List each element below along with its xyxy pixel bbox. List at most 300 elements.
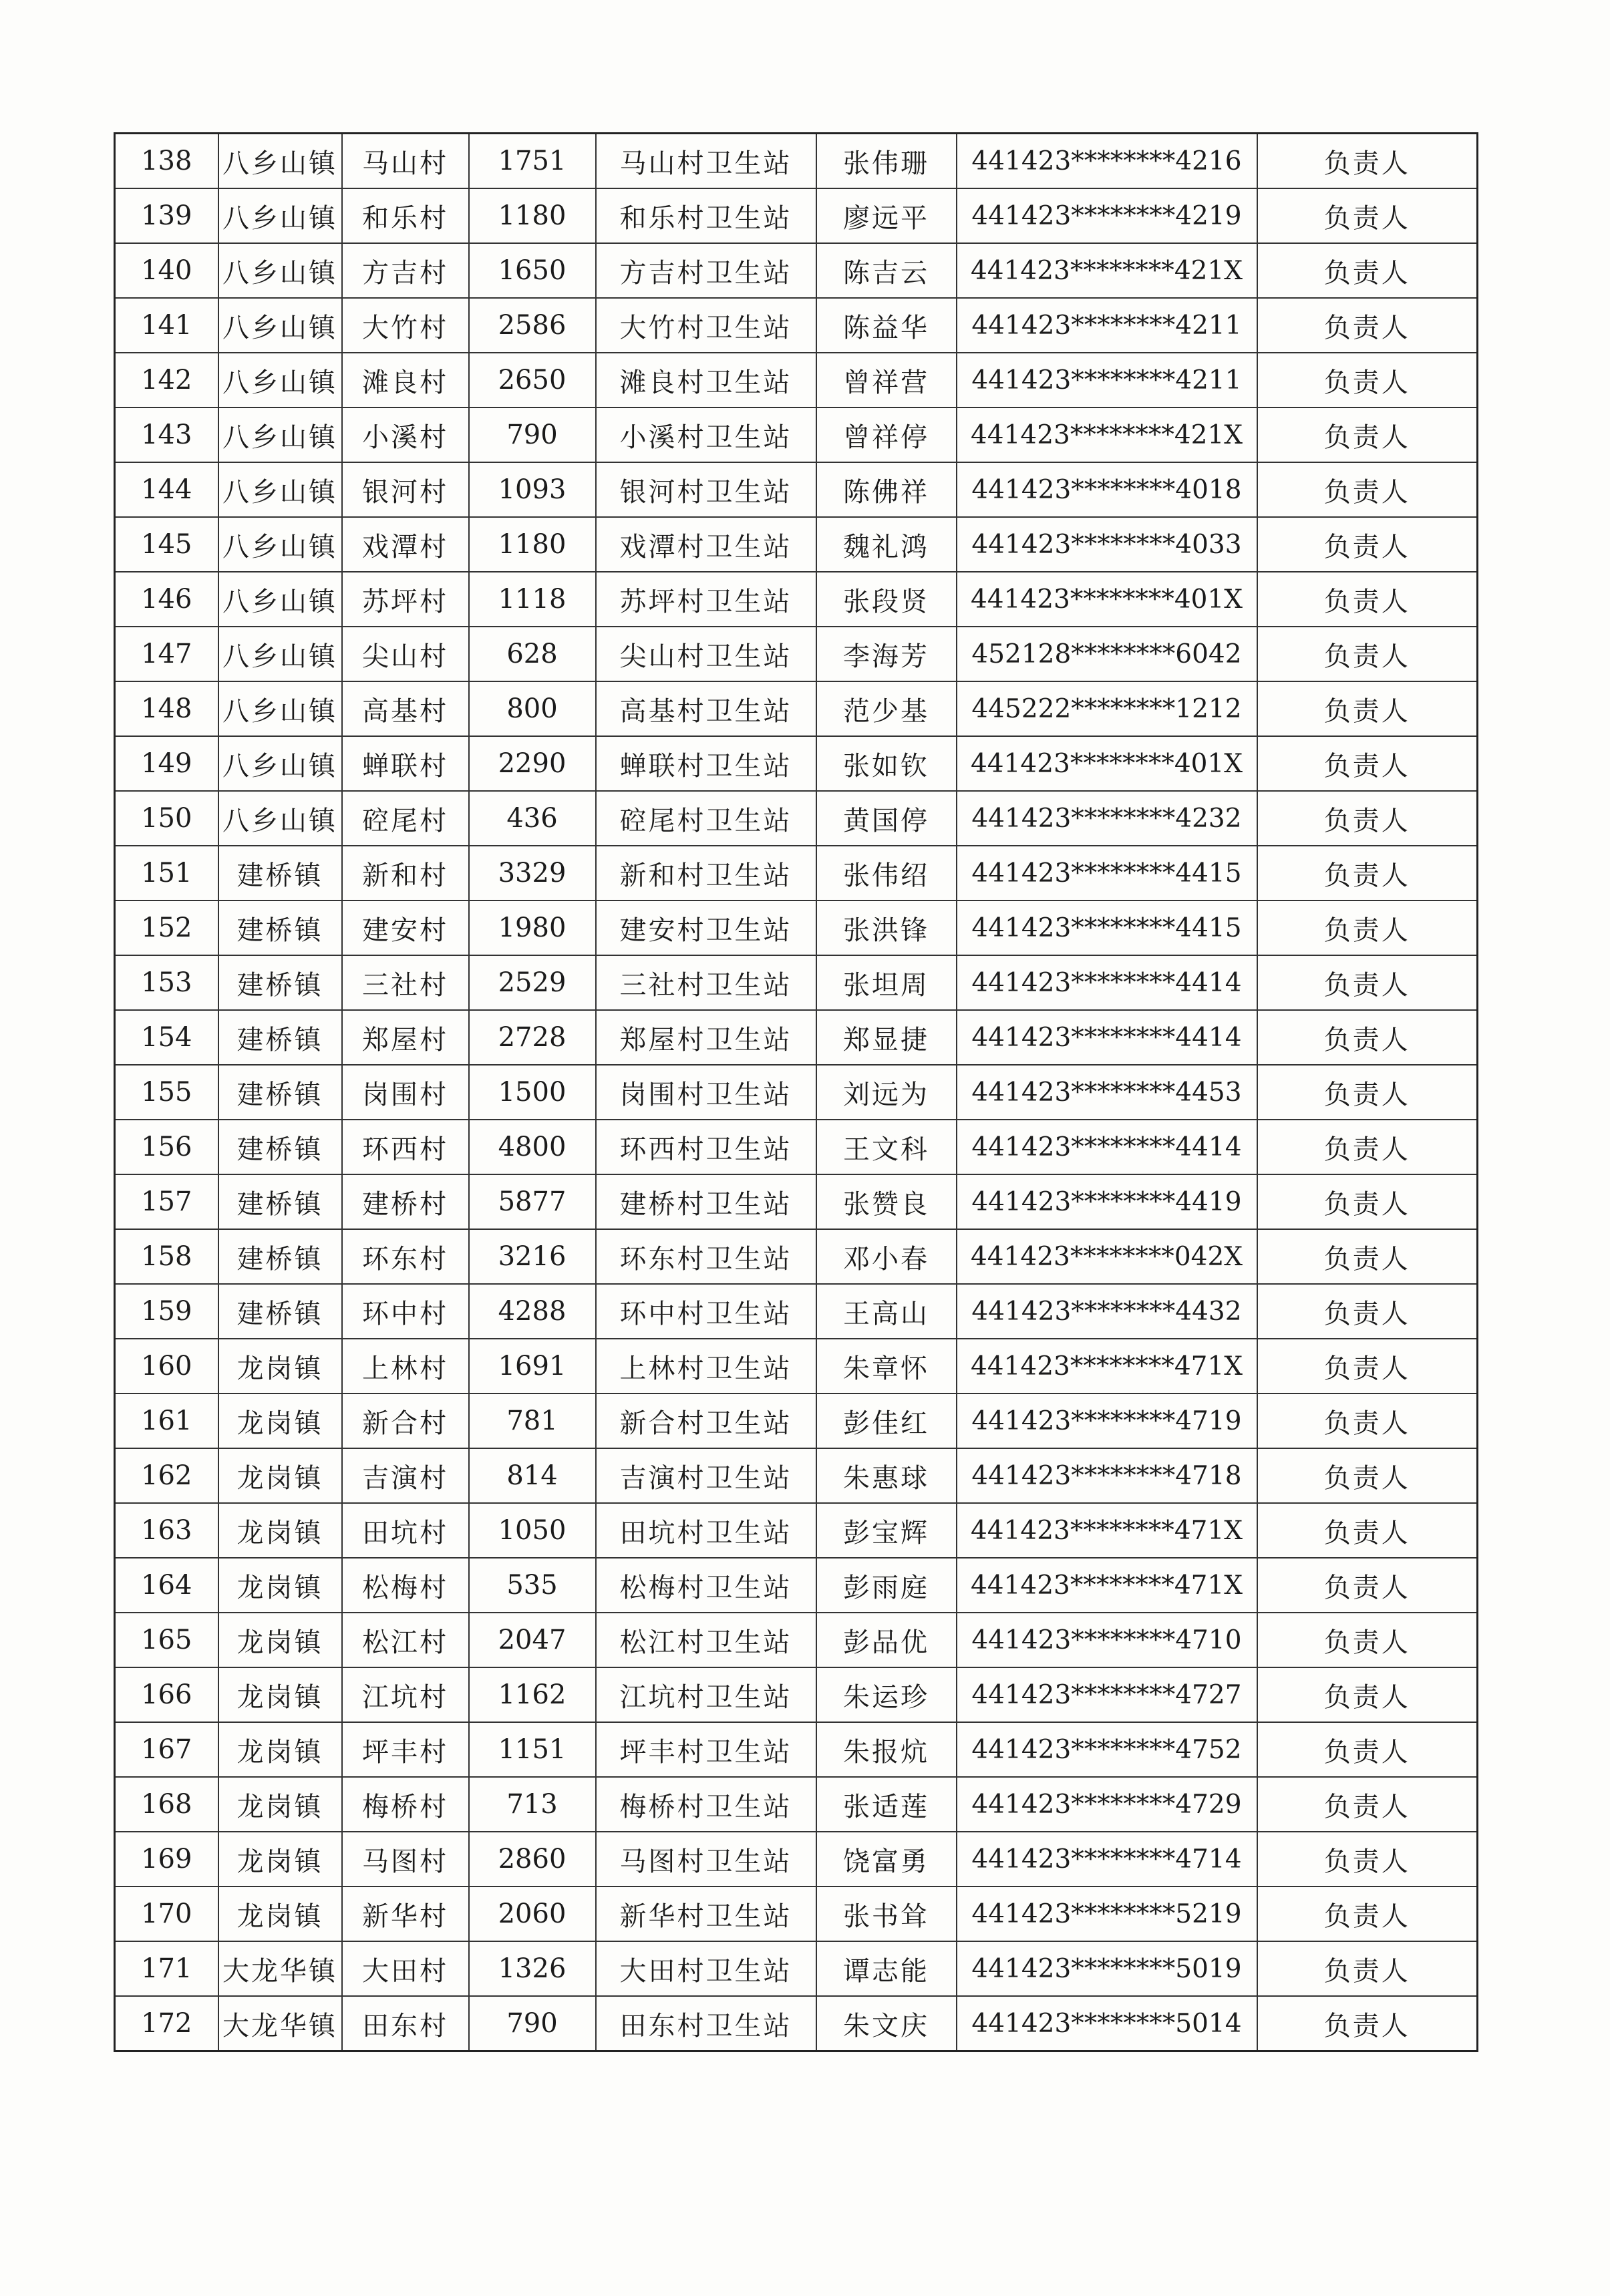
role-cell: 负责人 [1257,353,1478,407]
id-number-cell: 445222********1212 [957,681,1257,736]
town-cell: 龙岗镇 [218,1393,342,1448]
village-cell: 松江村 [342,1613,469,1667]
health-station-cell: 建安村卫生站 [596,900,816,955]
health-station-cell: 梅桥村卫生站 [596,1777,816,1832]
id-number-cell: 441423********4232 [957,791,1257,846]
table-row [115,1887,1478,1941]
village-cell: 滩良村 [342,353,469,407]
role-cell: 负责人 [1257,1667,1478,1722]
role-cell: 负责人 [1257,1229,1478,1284]
village-cell: 江坑村 [342,1667,469,1722]
table-row [115,846,1478,900]
table-row [115,1174,1478,1229]
health-station-cell: 吉演村卫生站 [596,1448,816,1503]
row-number-cell: 143 [115,407,218,462]
row-number-cell: 157 [115,1174,218,1229]
population-cell: 3329 [469,846,596,900]
row-number-cell: 141 [115,298,218,353]
row-number-cell: 171 [115,1941,218,1996]
town-cell: 八乡山镇 [218,188,342,243]
person-name-cell: 张适莲 [816,1777,957,1832]
health-station-cell: 新合村卫生站 [596,1393,816,1448]
person-name-cell: 彭佳红 [816,1393,957,1448]
village-cell: 环东村 [342,1229,469,1284]
health-station-cell: 松梅村卫生站 [596,1558,816,1613]
village-cell: 蝉联村 [342,736,469,791]
role-cell: 负责人 [1257,791,1478,846]
village-cell: 新合村 [342,1393,469,1448]
town-cell: 龙岗镇 [218,1448,342,1503]
village-cell: 梅桥村 [342,1777,469,1832]
population-cell: 2650 [469,353,596,407]
role-cell: 负责人 [1257,134,1478,189]
role-cell: 负责人 [1257,846,1478,900]
role-cell: 负责人 [1257,1010,1478,1065]
table-row [115,1065,1478,1120]
table-row [115,1120,1478,1174]
table-row [115,1284,1478,1339]
id-number-cell: 441423********471X [957,1558,1257,1613]
population-cell: 2060 [469,1887,596,1941]
population-cell: 535 [469,1558,596,1613]
row-number-cell: 149 [115,736,218,791]
row-number-cell: 170 [115,1887,218,1941]
table-row [115,736,1478,791]
town-cell: 龙岗镇 [218,1832,342,1887]
role-cell: 负责人 [1257,1339,1478,1393]
village-cell: 三社村 [342,955,469,1010]
health-station-cell: 建桥村卫生站 [596,1174,816,1229]
village-cell: 田东村 [342,1996,469,2052]
village-cell: 郑屋村 [342,1010,469,1065]
health-station-cell: 大田村卫生站 [596,1941,816,1996]
id-number-cell: 441423********042X [957,1229,1257,1284]
village-cell: 戏潭村 [342,517,469,572]
person-name-cell: 谭志能 [816,1941,957,1996]
population-cell: 1691 [469,1339,596,1393]
table-row [115,791,1478,846]
village-cell: 吉演村 [342,1448,469,1503]
person-name-cell: 张伟绍 [816,846,957,900]
health-station-cell: 和乐村卫生站 [596,188,816,243]
role-cell: 负责人 [1257,681,1478,736]
town-cell: 建桥镇 [218,846,342,900]
health-station-cell: 小溪村卫生站 [596,407,816,462]
health-station-cell: 三社村卫生站 [596,955,816,1010]
town-cell: 大龙华镇 [218,1941,342,1996]
town-cell: 八乡山镇 [218,298,342,353]
population-cell: 1118 [469,572,596,627]
health-station-cell: 新和村卫生站 [596,846,816,900]
row-number-cell: 163 [115,1503,218,1558]
person-name-cell: 范少基 [816,681,957,736]
row-number-cell: 152 [115,900,218,955]
table-row [115,1339,1478,1393]
row-number-cell: 140 [115,243,218,298]
person-name-cell: 魏礼鸿 [816,517,957,572]
health-station-cell: 田坑村卫生站 [596,1503,816,1558]
town-cell: 八乡山镇 [218,627,342,681]
town-cell: 建桥镇 [218,1010,342,1065]
population-cell: 1980 [469,900,596,955]
health-station-cell: 银河村卫生站 [596,462,816,517]
population-cell: 1162 [469,1667,596,1722]
role-cell: 负责人 [1257,517,1478,572]
row-number-cell: 169 [115,1832,218,1887]
id-number-cell: 441423********4414 [957,955,1257,1010]
town-cell: 龙岗镇 [218,1722,342,1777]
town-cell: 龙岗镇 [218,1613,342,1667]
health-station-cell: 环西村卫生站 [596,1120,816,1174]
person-name-cell: 张如钦 [816,736,957,791]
person-name-cell: 张书耸 [816,1887,957,1941]
id-number-cell: 441423********421X [957,243,1257,298]
health-station-cell: 松江村卫生站 [596,1613,816,1667]
table-row [115,1503,1478,1558]
row-number-cell: 139 [115,188,218,243]
role-cell: 负责人 [1257,1448,1478,1503]
row-number-cell: 167 [115,1722,218,1777]
health-station-cell: 郑屋村卫生站 [596,1010,816,1065]
population-cell: 436 [469,791,596,846]
population-cell: 1180 [469,188,596,243]
population-cell: 800 [469,681,596,736]
population-cell: 1650 [469,243,596,298]
person-name-cell: 朱惠球 [816,1448,957,1503]
id-number-cell: 441423********471X [957,1339,1257,1393]
town-cell: 八乡山镇 [218,791,342,846]
row-number-cell: 158 [115,1229,218,1284]
person-name-cell: 廖远平 [816,188,957,243]
person-name-cell: 曾祥营 [816,353,957,407]
village-cell: 苏坪村 [342,572,469,627]
population-cell: 5877 [469,1174,596,1229]
health-station-cell: 田东村卫生站 [596,1996,816,2052]
person-name-cell: 朱报炕 [816,1722,957,1777]
row-number-cell: 146 [115,572,218,627]
town-cell: 八乡山镇 [218,681,342,736]
id-number-cell: 441423********4414 [957,1120,1257,1174]
village-cell: 建安村 [342,900,469,955]
town-cell: 龙岗镇 [218,1887,342,1941]
id-number-cell: 441423********5019 [957,1941,1257,1996]
person-name-cell: 张伟珊 [816,134,957,189]
person-name-cell: 刘远为 [816,1065,957,1120]
health-station-cell: 蝉联村卫生站 [596,736,816,791]
id-number-cell: 441423********4719 [957,1393,1257,1448]
population-cell: 2586 [469,298,596,353]
person-name-cell: 陈佛祥 [816,462,957,517]
row-number-cell: 155 [115,1065,218,1120]
person-name-cell: 黄国停 [816,791,957,846]
id-number-cell: 441423********4710 [957,1613,1257,1667]
population-cell: 1093 [469,462,596,517]
id-number-cell: 441423********5014 [957,1996,1257,2052]
role-cell: 负责人 [1257,1832,1478,1887]
population-cell: 1326 [469,1941,596,1996]
id-number-cell: 441423********4211 [957,353,1257,407]
person-name-cell: 曾祥停 [816,407,957,462]
village-cell: 新和村 [342,846,469,900]
row-number-cell: 160 [115,1339,218,1393]
population-cell: 2290 [469,736,596,791]
row-number-cell: 150 [115,791,218,846]
population-cell: 4800 [469,1120,596,1174]
population-cell: 1050 [469,1503,596,1558]
health-station-cell: 大竹村卫生站 [596,298,816,353]
table-row [115,1229,1478,1284]
health-station-cell: 尖山村卫生站 [596,627,816,681]
table-row [115,1558,1478,1613]
town-cell: 建桥镇 [218,955,342,1010]
town-cell: 龙岗镇 [218,1558,342,1613]
table-body [115,134,1478,2052]
village-cell: 高基村 [342,681,469,736]
row-number-cell: 145 [115,517,218,572]
id-number-cell: 441423********401X [957,736,1257,791]
village-cell: 大田村 [342,1941,469,1996]
table-row [115,900,1478,955]
town-cell: 龙岗镇 [218,1339,342,1393]
health-station-cell: 环东村卫生站 [596,1229,816,1284]
town-cell: 龙岗镇 [218,1503,342,1558]
role-cell: 负责人 [1257,1941,1478,1996]
village-cell: 新华村 [342,1887,469,1941]
population-cell: 3216 [469,1229,596,1284]
town-cell: 建桥镇 [218,1120,342,1174]
person-name-cell: 王高山 [816,1284,957,1339]
village-cell: 方吉村 [342,243,469,298]
table-row [115,298,1478,353]
population-cell: 1180 [469,517,596,572]
population-cell: 713 [469,1777,596,1832]
id-number-cell: 441423********471X [957,1503,1257,1558]
row-number-cell: 144 [115,462,218,517]
town-cell: 八乡山镇 [218,407,342,462]
role-cell: 负责人 [1257,1503,1478,1558]
town-cell: 八乡山镇 [218,353,342,407]
town-cell: 八乡山镇 [218,736,342,791]
table-row [115,1613,1478,1667]
town-cell: 建桥镇 [218,1065,342,1120]
table-row [115,1448,1478,1503]
village-cell: 小溪村 [342,407,469,462]
population-cell: 2529 [469,955,596,1010]
population-cell: 814 [469,1448,596,1503]
role-cell: 负责人 [1257,1613,1478,1667]
health-station-cell: 马山村卫生站 [596,134,816,189]
id-number-cell: 441423********4219 [957,188,1257,243]
table-row [115,1996,1478,2052]
table-row [115,1667,1478,1722]
role-cell: 负责人 [1257,1996,1478,2052]
health-station-cell: 高基村卫生站 [596,681,816,736]
health-station-cell: 滩良村卫生站 [596,353,816,407]
id-number-cell: 441423********4432 [957,1284,1257,1339]
table-row [115,134,1478,189]
village-cell: 和乐村 [342,188,469,243]
role-cell: 负责人 [1257,955,1478,1010]
id-number-cell: 441423********4211 [957,298,1257,353]
id-number-cell: 452128********6042 [957,627,1257,681]
role-cell: 负责人 [1257,1393,1478,1448]
table-row [115,1941,1478,1996]
population-cell: 1500 [469,1065,596,1120]
village-cell: 硿尾村 [342,791,469,846]
village-cell: 银河村 [342,462,469,517]
person-name-cell: 饶富勇 [816,1832,957,1887]
row-number-cell: 164 [115,1558,218,1613]
village-cell: 马山村 [342,134,469,189]
village-cell: 尖山村 [342,627,469,681]
village-cell: 上林村 [342,1339,469,1393]
person-name-cell: 郑显捷 [816,1010,957,1065]
health-station-cell: 方吉村卫生站 [596,243,816,298]
person-name-cell: 陈吉云 [816,243,957,298]
role-cell: 负责人 [1257,1887,1478,1941]
town-cell: 八乡山镇 [218,517,342,572]
table-row [115,1777,1478,1832]
row-number-cell: 168 [115,1777,218,1832]
row-number-cell: 153 [115,955,218,1010]
row-number-cell: 165 [115,1613,218,1667]
table-row [115,1010,1478,1065]
id-number-cell: 441423********4752 [957,1722,1257,1777]
health-station-cell: 上林村卫生站 [596,1339,816,1393]
village-cell: 岗围村 [342,1065,469,1120]
table-row [115,462,1478,517]
town-cell: 龙岗镇 [218,1667,342,1722]
table-row [115,353,1478,407]
role-cell: 负责人 [1257,1722,1478,1777]
population-cell: 1151 [469,1722,596,1777]
table-row [115,681,1478,736]
health-station-cell: 硿尾村卫生站 [596,791,816,846]
population-cell: 790 [469,1996,596,2052]
table-row [115,517,1478,572]
role-cell: 负责人 [1257,188,1478,243]
health-station-cell: 新华村卫生站 [596,1887,816,1941]
person-name-cell: 朱章怀 [816,1339,957,1393]
role-cell: 负责人 [1257,298,1478,353]
health-station-cell: 岗围村卫生站 [596,1065,816,1120]
id-number-cell: 441423********4415 [957,900,1257,955]
health-station-cell: 环中村卫生站 [596,1284,816,1339]
town-cell: 建桥镇 [218,1284,342,1339]
id-number-cell: 441423********4714 [957,1832,1257,1887]
row-number-cell: 172 [115,1996,218,2052]
town-cell: 八乡山镇 [218,462,342,517]
town-cell: 建桥镇 [218,900,342,955]
role-cell: 负责人 [1257,243,1478,298]
table-row [115,955,1478,1010]
row-number-cell: 138 [115,134,218,189]
population-cell: 2047 [469,1613,596,1667]
table-row [115,407,1478,462]
id-number-cell: 441423********4718 [957,1448,1257,1503]
village-cell: 大竹村 [342,298,469,353]
role-cell: 负责人 [1257,1284,1478,1339]
town-cell: 八乡山镇 [218,134,342,189]
row-number-cell: 142 [115,353,218,407]
row-number-cell: 166 [115,1667,218,1722]
village-cell: 马图村 [342,1832,469,1887]
role-cell: 负责人 [1257,572,1478,627]
village-cell: 松梅村 [342,1558,469,1613]
table-row [115,572,1478,627]
town-cell: 建桥镇 [218,1229,342,1284]
town-cell: 大龙华镇 [218,1996,342,2052]
town-cell: 八乡山镇 [218,572,342,627]
health-station-cell: 坪丰村卫生站 [596,1722,816,1777]
id-number-cell: 441423********4018 [957,462,1257,517]
id-number-cell: 441423********4453 [957,1065,1257,1120]
id-number-cell: 441423********4727 [957,1667,1257,1722]
table-row [115,1832,1478,1887]
role-cell: 负责人 [1257,407,1478,462]
health-station-table [114,132,1478,2052]
person-name-cell: 张坦周 [816,955,957,1010]
person-name-cell: 张赞良 [816,1174,957,1229]
person-name-cell: 邓小春 [816,1229,957,1284]
id-number-cell: 441423********4419 [957,1174,1257,1229]
row-number-cell: 148 [115,681,218,736]
role-cell: 负责人 [1257,1065,1478,1120]
health-station-cell: 江坑村卫生站 [596,1667,816,1722]
population-cell: 2860 [469,1832,596,1887]
population-cell: 628 [469,627,596,681]
person-name-cell: 李海芳 [816,627,957,681]
population-cell: 1751 [469,134,596,189]
person-name-cell: 彭雨庭 [816,1558,957,1613]
village-cell: 建桥村 [342,1174,469,1229]
role-cell: 负责人 [1257,736,1478,791]
population-cell: 790 [469,407,596,462]
id-number-cell: 441423********421X [957,407,1257,462]
town-cell: 八乡山镇 [218,243,342,298]
health-station-cell: 戏潭村卫生站 [596,517,816,572]
table-row [115,1393,1478,1448]
row-number-cell: 159 [115,1284,218,1339]
table-row [115,1722,1478,1777]
id-number-cell: 441423********4414 [957,1010,1257,1065]
population-cell: 2728 [469,1010,596,1065]
population-cell: 4288 [469,1284,596,1339]
row-number-cell: 147 [115,627,218,681]
role-cell: 负责人 [1257,900,1478,955]
person-name-cell: 张段贤 [816,572,957,627]
row-number-cell: 161 [115,1393,218,1448]
id-number-cell: 441423********4729 [957,1777,1257,1832]
row-number-cell: 151 [115,846,218,900]
row-number-cell: 156 [115,1120,218,1174]
id-number-cell: 441423********4033 [957,517,1257,572]
person-name-cell: 王文科 [816,1120,957,1174]
role-cell: 负责人 [1257,1120,1478,1174]
role-cell: 负责人 [1257,462,1478,517]
role-cell: 负责人 [1257,1174,1478,1229]
health-station-cell: 苏坪村卫生站 [596,572,816,627]
table-row [115,188,1478,243]
id-number-cell: 441423********5219 [957,1887,1257,1941]
row-number-cell: 162 [115,1448,218,1503]
role-cell: 负责人 [1257,1558,1478,1613]
town-cell: 建桥镇 [218,1174,342,1229]
village-cell: 坪丰村 [342,1722,469,1777]
person-name-cell: 彭宝辉 [816,1503,957,1558]
person-name-cell: 张洪锋 [816,900,957,955]
table-row [115,627,1478,681]
